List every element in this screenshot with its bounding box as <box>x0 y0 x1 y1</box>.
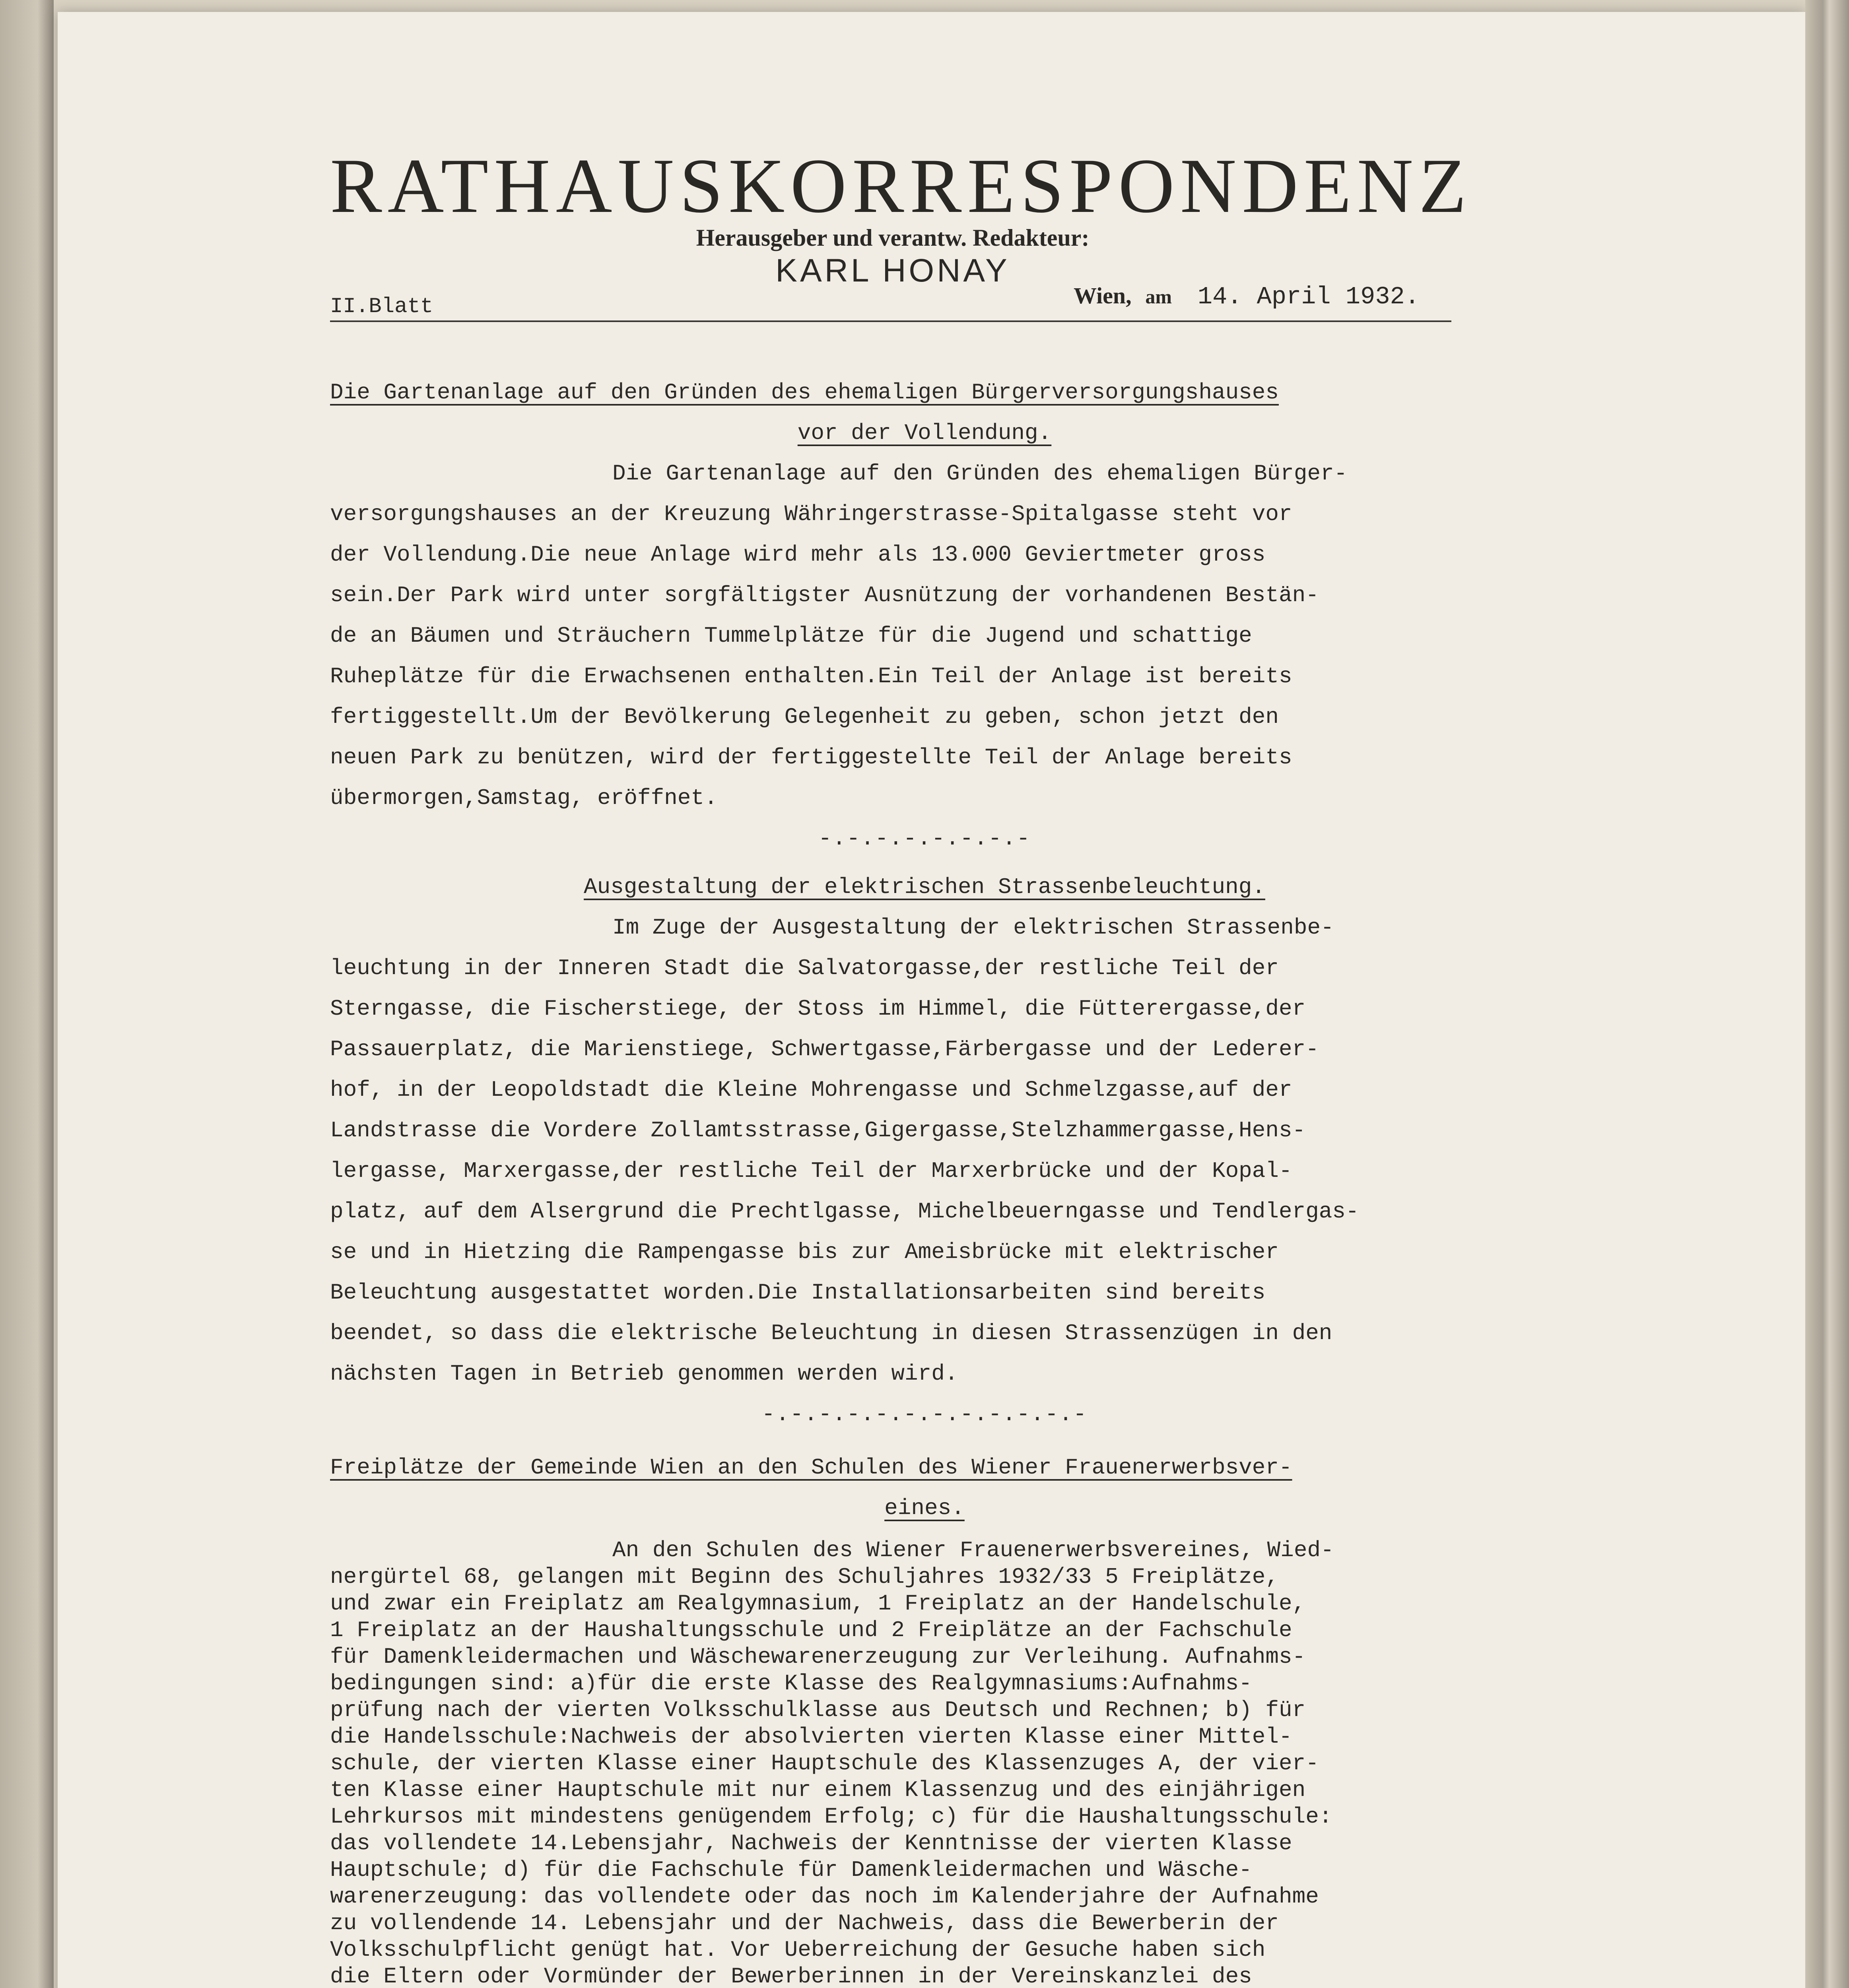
text-line: die Handelsschule:Nachweis der absolvierten vierten Klasse einer Mittel- <box>330 1724 1292 1749</box>
text-line: Die Gartenanlage auf den Gründen des ehemaligen Bürger- <box>612 461 1348 486</box>
text-line: hof, in der Leopoldstadt die Kleine Mohrengasse und Schmelzgasse,auf der <box>330 1077 1292 1103</box>
text-line: neuen Park zu benützen, wird der fertiggestellte Teil der Anlage bereits <box>330 745 1292 770</box>
book-edge <box>1805 0 1849 1988</box>
text-line: 1 Freiplatz an der Haushaltungsschule und 2 Freiplätze an der Fachschule <box>330 1617 1292 1643</box>
text-line: prüfung nach der vierten Volksschulklasse aus Deutsch und Rechnen; b) für <box>330 1697 1306 1723</box>
text-line: Landstrasse die Vordere Zollamtsstrasse,Gigergasse,Stelzhammergasse,Hens- <box>330 1118 1306 1143</box>
article-heading: Ausgestaltung der elektrischen Strassenbeleuchtung. <box>584 874 1265 900</box>
article-heading: Freiplätze der Gemeinde Wien an den Schulen des Wiener Frauenerwerbsver- <box>330 1455 1292 1480</box>
text-line: schule, der vierten Klasse einer Hauptschule des Klassenzuges A, der vier- <box>330 1751 1319 1776</box>
dateline-place: Wien, <box>1074 283 1132 309</box>
masthead-subtitle: Herausgeber und verantw. Redakteur: <box>696 225 1090 251</box>
article-heading: vor der Vollendung. <box>797 420 1052 446</box>
text-line: Hauptschule; d) für die Fachschule für Damenkleidermachen und Wäsche- <box>330 1857 1252 1883</box>
text-line: und zwar ein Freiplatz am Realgymnasium, 1 Freiplatz an der Handelschule, <box>330 1591 1306 1616</box>
text-line: zu vollendende 14. Lebensjahr und der Nachweis, dass die Bewerberin der <box>330 1910 1279 1936</box>
separator: -.-.-.-.-.-.-.- <box>818 826 1031 851</box>
text-line: lergasse, Marxergasse,der restliche Teil der Marxerbrücke und der Kopal- <box>330 1158 1292 1184</box>
masthead-title: RATHAUSKORRESPONDENZ <box>330 143 1472 229</box>
text-line: das vollendete 14.Lebensjahr, Nachweis der Kenntnisse der vierten Klasse <box>330 1831 1292 1856</box>
text-line: Lehrkursos mit mindestens genügendem Erfolg; c) für die Haushaltungsschule: <box>330 1804 1332 1829</box>
text-line: nergürtel 68, gelangen mit Beginn des Schuljahres 1932/33 5 Freiplätze, <box>330 1564 1279 1590</box>
masthead-editor: KARL HONAY <box>775 252 1010 289</box>
text-line: die Eltern oder Vormünder der Bewerberinnen in der Vereinskanzlei des <box>330 1964 1252 1988</box>
dateline <box>1074 284 1455 309</box>
text-line: platz, auf dem Alsergrund die Prechtlgasse, Michelbeuerngasse und Tendlergas- <box>330 1199 1359 1224</box>
text-line: Im Zuge der Ausgestaltung der elektrischen Strassenbe- <box>612 915 1334 940</box>
dateline-date: 14. April 1932. <box>1197 283 1420 311</box>
text-line: nächsten Tagen in Betrieb genommen werden wird. <box>330 1361 958 1386</box>
article-heading: Die Gartenanlage auf den Gründen des ehemaligen Bürgerversorgungshauses <box>330 380 1279 405</box>
text-line: se und in Hietzing die Rampengasse bis zur Ameisbrücke mit elektrischer <box>330 1239 1279 1265</box>
article-free-places <box>330 1537 1519 1988</box>
text-line: de an Bäumen und Sträuchern Tummelplätze für die Jugend und schattige <box>330 623 1252 648</box>
text-line: übermorgen,Samstag, eröffnet. <box>330 785 718 811</box>
article-garden <box>330 372 1519 859</box>
text-line: An den Schulen des Wiener Frauenerwerbsvereines, Wied- <box>612 1538 1334 1563</box>
text-line: Ruheplätze für die Erwachsenen enthalten.Ein Teil der Anlage ist bereits <box>330 664 1292 689</box>
text-line: fertiggestellt.Um der Bevölkerung Gelegenheit zu geben, schon jetzt den <box>330 704 1279 730</box>
sheet-label: II.Blatt <box>330 295 433 319</box>
separator: -.-.-.-.-.-.-.-.-.-.-.- <box>761 1402 1088 1427</box>
text-line: warenerzeugung: das vollendete oder das noch im Kalenderjahre der Aufnahme <box>330 1884 1319 1909</box>
dateline-am: am <box>1145 285 1172 308</box>
text-line: Volksschulpflicht genügt hat. Vor Ueberreichung der Gesuche haben sich <box>330 1937 1266 1963</box>
text-line: versorgungshauses an der Kreuzung Währingerstrasse-Spitalgasse steht vor <box>330 501 1292 527</box>
text-line: sein.Der Park wird unter sorgfältigster Ausnützung der vorhandenen Bestän- <box>330 582 1319 608</box>
article-free-places-heading <box>330 1447 1519 1528</box>
text-line: leuchtung in der Inneren Stadt die Salvatorgasse,der restliche Teil der <box>330 955 1279 981</box>
text-line: für Damenkleidermachen und Wäschewarenerzeugung zur Verleihung. Aufnahms- <box>330 1644 1306 1670</box>
text-line: Beleuchtung ausgestattet worden.Die Installationsarbeiten sind bereits <box>330 1280 1266 1305</box>
previous-page-edge <box>0 0 54 1988</box>
text-line: Sterngasse, die Fischerstiege, der Stoss im Himmel, die Fütterergasse,der <box>330 996 1306 1021</box>
header-rule <box>330 320 1451 322</box>
text-line: beendet, so dass die elektrische Beleuchtung in diesen Strassenzügen in den <box>330 1320 1332 1346</box>
text-line: der Vollendung.Die neue Anlage wird mehr als 13.000 Geviertmeter gross <box>330 542 1266 567</box>
text-line: bedingungen sind: a)für die erste Klasse des Realgymnasiums:Aufnahms- <box>330 1671 1252 1696</box>
text-line: ten Klasse einer Hauptschule mit nur einem Klassenzug und des einjährigen <box>330 1777 1306 1803</box>
article-heading: eines. <box>884 1495 965 1521</box>
text-line: Passauerplatz, die Marienstiege, Schwertgasse,Färbergasse und der Lederer- <box>330 1037 1319 1062</box>
article-street-lighting <box>330 867 1519 1435</box>
